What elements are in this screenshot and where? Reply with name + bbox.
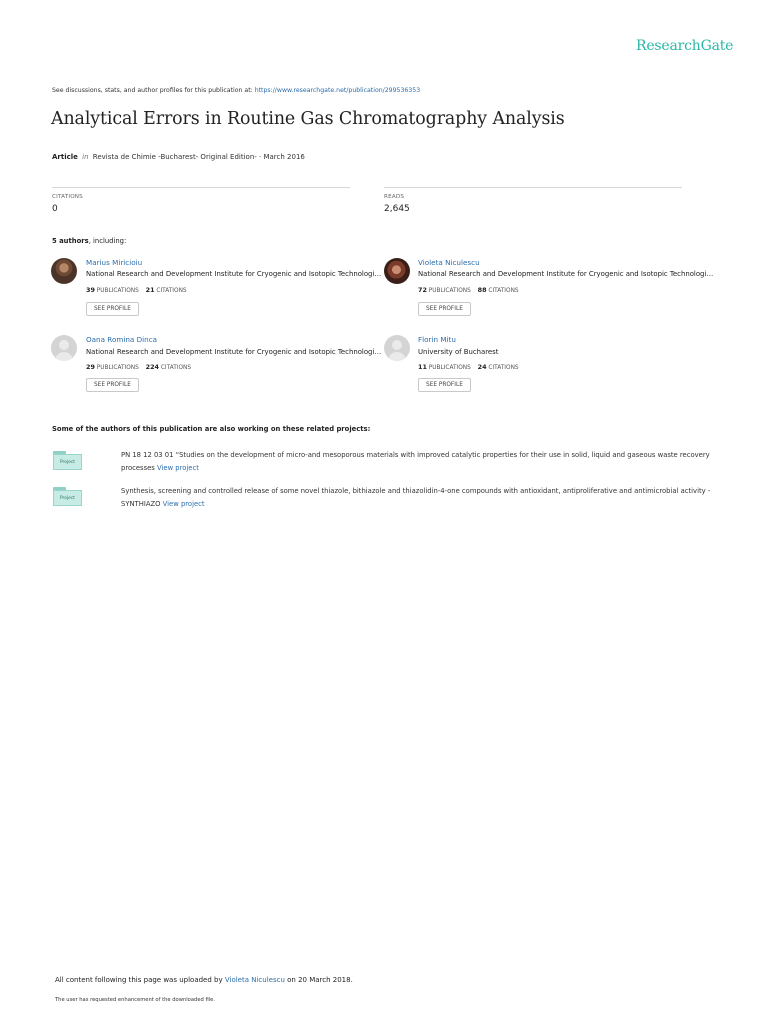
article-type: Article bbox=[52, 153, 78, 161]
avatar-placeholder-icon[interactable] bbox=[51, 335, 77, 361]
page-title: Analytical Errors in Routine Gas Chromatography Analysis bbox=[51, 109, 565, 129]
enhancement-note: The user has requested enhancement of the downloaded file. bbox=[55, 997, 216, 1003]
avatar-placeholder-icon[interactable] bbox=[384, 335, 410, 361]
authors-count: 5 authors bbox=[52, 237, 89, 245]
avatar[interactable] bbox=[51, 258, 77, 284]
reads-divider bbox=[384, 187, 682, 188]
author-institution: University of Bucharest bbox=[418, 348, 499, 356]
publication-date: · March 2016 bbox=[259, 153, 305, 161]
projects-heading: Some of the authors of this publication are also working on these related projects: bbox=[52, 425, 371, 433]
intro-line bbox=[52, 87, 420, 94]
project-description: PN 18 12 03 01 “Studies on the development of micro-and mesoporous materials with improved catalytic properties for their use in solid, liquid and gaseous waste recovery processes bbox=[121, 451, 710, 472]
author-institution: National Research and Development Institute for Cryogenic and Isotopic Technologies bbox=[418, 270, 714, 278]
publications-count: 11 bbox=[418, 363, 427, 371]
project-icon-label: Project bbox=[53, 490, 82, 506]
author-name[interactable]: Marius Miricioiu bbox=[86, 258, 143, 267]
researchgate-logo[interactable]: ResearchGate bbox=[636, 38, 734, 54]
publications-count: 72 bbox=[418, 286, 427, 294]
upload-prefix: All content following this page was uploaded by bbox=[55, 976, 223, 984]
author-stats bbox=[86, 363, 191, 371]
see-profile-button[interactable]: SEE PROFILE bbox=[418, 302, 471, 316]
view-project-link[interactable]: View project bbox=[157, 463, 199, 472]
publications-label: PUBLICATIONS bbox=[96, 288, 139, 294]
uploader-link[interactable]: Violeta Niculescu bbox=[224, 976, 285, 984]
project-description: Synthesis, screening and controlled release of some novel thiazole, bithiazole and thiazolidin-4-one compounds with antioxidant, antiproliferative and antimicrobial activity - SYNTHIAZO bbox=[121, 487, 711, 508]
citations-count: 224 bbox=[145, 363, 159, 371]
citations-divider bbox=[52, 187, 350, 188]
authors-heading bbox=[52, 237, 126, 245]
journal-name: Revista de Chimie -Bucharest- Original Edition- bbox=[92, 153, 257, 161]
publication-link[interactable]: https://www.researchgate.net/publication/299536353 bbox=[254, 87, 421, 94]
publications-count: 39 bbox=[86, 286, 95, 294]
author-name[interactable]: Florin Mitu bbox=[418, 335, 456, 344]
author-stats bbox=[418, 286, 519, 294]
author-institution: National Research and Development Institute for Cryogenic and Isotopic Technologies bbox=[86, 270, 382, 278]
author-stats bbox=[418, 363, 519, 371]
publications-count: 29 bbox=[86, 363, 95, 371]
citations-value: 0 bbox=[52, 204, 58, 214]
citations-count: 24 bbox=[477, 363, 487, 371]
citations-count: 21 bbox=[145, 286, 155, 294]
citations-label: CITATIONS bbox=[160, 365, 192, 371]
article-meta bbox=[52, 153, 305, 161]
citations-label: CITATIONS bbox=[156, 288, 187, 294]
project-item bbox=[121, 449, 721, 474]
project-folder-icon bbox=[53, 451, 82, 470]
see-profile-button[interactable]: SEE PROFILE bbox=[86, 378, 139, 392]
view-project-link[interactable]: View project bbox=[162, 499, 205, 508]
citations-label: CITATIONS bbox=[488, 288, 519, 294]
see-profile-button[interactable]: SEE PROFILE bbox=[418, 378, 471, 392]
citations-label: CITATIONS bbox=[488, 365, 519, 371]
reads-value: 2,645 bbox=[384, 204, 410, 214]
publications-label: PUBLICATIONS bbox=[96, 365, 139, 371]
publications-label: PUBLICATIONS bbox=[428, 365, 471, 371]
author-name[interactable]: Oana Romina Dinca bbox=[86, 335, 158, 344]
citations-label: CITATIONS bbox=[52, 194, 83, 200]
upload-note bbox=[55, 976, 353, 984]
in-word: in bbox=[82, 153, 89, 161]
author-stats bbox=[86, 286, 187, 294]
publications-label: PUBLICATIONS bbox=[428, 288, 471, 294]
see-profile-button[interactable]: SEE PROFILE bbox=[86, 302, 139, 316]
author-institution: National Research and Development Institute for Cryogenic and Isotopic Technologies bbox=[86, 348, 382, 356]
project-folder-icon bbox=[53, 487, 82, 506]
citations-count: 88 bbox=[477, 286, 487, 294]
author-name[interactable]: Violeta Niculescu bbox=[418, 258, 480, 267]
authors-heading-rest: , including: bbox=[88, 237, 127, 245]
project-icon-label: Project bbox=[53, 454, 82, 470]
avatar[interactable] bbox=[384, 258, 410, 284]
reads-label: READS bbox=[384, 194, 405, 200]
upload-date: on 20 March 2018. bbox=[287, 976, 353, 984]
intro-text: See discussions, stats, and author profiles for this publication at: bbox=[52, 87, 253, 94]
project-item bbox=[121, 485, 721, 510]
